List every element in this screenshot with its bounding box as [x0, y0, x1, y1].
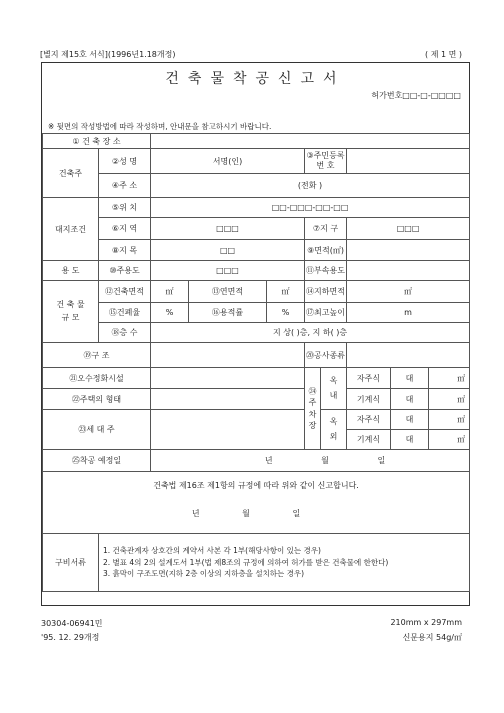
land-category-row [43, 240, 470, 261]
coverage-label: ⑮건폐율 [99, 303, 151, 323]
land-area-label: ⑨면적(㎡) [305, 240, 347, 261]
main-use-label: ⑩주용도 [99, 261, 151, 281]
declaration-form [41, 62, 470, 606]
sub-use-label: ⑪부속용도 [305, 261, 347, 281]
use-row [43, 261, 470, 281]
site-field[interactable] [151, 134, 470, 149]
parking-label: 주차장 [308, 398, 317, 430]
declaration-date[interactable] [43, 508, 469, 519]
form-title: 건축물착공신고서 [165, 71, 346, 87]
instruction-notice: ※ 뒷면의 작성방법에 따라 작성하며, 안내문을 참고하시기 바랍니다. [48, 122, 272, 131]
start-day: 일 [377, 456, 386, 465]
location-row [43, 198, 470, 218]
start-date-label: ㉕착공 예정일 [43, 450, 151, 472]
structure-field[interactable] [151, 343, 305, 368]
work-type-label: ⑳공사종류 [305, 343, 347, 368]
address-label: ④주 소 [99, 174, 151, 198]
start-date-row [43, 450, 470, 472]
zone-label: ⑥지 역 [99, 218, 151, 240]
decl-day: 일 [292, 509, 301, 518]
document-item-1: 1. 건축관계자 상호간의 계약서 사본 각 1부(해당사항이 있는 경우) [103, 546, 321, 556]
zone-row [43, 218, 470, 240]
district-label: ⑦지 구 [305, 218, 347, 240]
outdoor-self-unit: 대 [391, 410, 429, 430]
main-use-field[interactable]: □□□ [151, 261, 305, 281]
land-area-field[interactable] [347, 240, 470, 261]
resident-number-label-line2: 번 호 [316, 161, 335, 170]
permit-number: 허가번호□□-□-□□□□ [371, 91, 461, 100]
use-group-label: 용 도 [43, 261, 99, 281]
indoor-self-label: 자주식 [347, 368, 391, 389]
sub-use-field[interactable] [347, 261, 470, 281]
indoor-mech-label: 기계식 [347, 389, 391, 410]
indoor-mech-field[interactable]: ㎡ [429, 389, 470, 410]
indoor-self-field[interactable]: ㎡ [429, 368, 470, 389]
indoor-self-unit: 대 [391, 368, 429, 389]
declaration-cell [43, 472, 470, 534]
declaration-text: 건축법 제16조 제1항의 규정에 따라 위와 같이 신고합니다. [153, 481, 359, 490]
declaration-row [43, 472, 470, 534]
form-code: 30304-06941민 [41, 619, 103, 628]
outdoor-mech-unit: 대 [391, 430, 429, 450]
floors-field[interactable]: 지 상( )층, 지 하( )층 [151, 323, 470, 343]
building-area-label: ⑫건축면적 [99, 281, 151, 303]
documents-row [43, 534, 470, 592]
far-label: ⑯용적률 [189, 303, 267, 323]
households-label: ㉓세 대 주 [43, 410, 151, 450]
paper-size: 210mm x 297mm [390, 618, 462, 627]
housing-field[interactable] [151, 389, 305, 410]
outdoor-label-text: 옥외 [329, 417, 338, 441]
basement-area-label: ⑭지하면적 [305, 281, 347, 303]
housing-row [43, 389, 470, 410]
households-row-top [43, 410, 470, 430]
indoor-label [321, 368, 347, 410]
outdoor-mech-field[interactable]: ㎡ [429, 430, 470, 450]
documents-list [99, 534, 470, 592]
total-area-field[interactable]: ㎡ [267, 281, 305, 303]
floors-row [43, 323, 470, 343]
housing-label: ㉒주택의 형태 [43, 389, 151, 410]
document-item-2: 2. 별표 4의 2의 설계도서 1부(법 제8조의 규정에 의하여 허가를 받은 건축물에 한한다) [103, 557, 389, 567]
land-group-label: 대지조건 [43, 198, 99, 261]
sewage-field[interactable] [151, 368, 305, 389]
document-item-3: 3. 흙막이 구조도면(지하 2층 이상의 지하층을 설치하는 경우) [103, 569, 305, 579]
far-field[interactable]: % [267, 303, 305, 323]
page-label: ( 제 1 면 ) [425, 50, 462, 59]
location-field[interactable]: □□-□□□-□□-□□ [151, 198, 470, 218]
building-area-row [43, 281, 470, 303]
parking-number: ㉔ [308, 387, 317, 397]
name-field[interactable]: 서명(인) [151, 149, 305, 174]
start-date-field[interactable] [151, 450, 470, 472]
coverage-row [43, 303, 470, 323]
start-year: 년 [264, 456, 273, 465]
form-table [42, 133, 470, 592]
start-month: 월 [321, 456, 329, 465]
outdoor-mech-label: 기계식 [347, 430, 391, 450]
coverage-field[interactable]: % [151, 303, 189, 323]
total-area-label: ⑬연면적 [189, 281, 267, 303]
height-field[interactable]: m [347, 303, 470, 323]
parking-group-label [305, 368, 321, 450]
zone-field[interactable]: □□□ [151, 218, 305, 240]
indoor-label-text: 옥내 [329, 376, 338, 400]
sewage-label: ㉑오수정화시설 [43, 368, 151, 389]
outdoor-self-field[interactable]: ㎡ [429, 410, 470, 430]
households-field[interactable] [151, 410, 305, 450]
decl-year: 년 [191, 509, 200, 518]
owner-name-row [43, 149, 470, 174]
name-label: ②성 명 [99, 149, 151, 174]
structure-label: ⑲구 조 [43, 343, 151, 368]
outdoor-self-label: 자주식 [347, 410, 391, 430]
scale-group-label [43, 281, 99, 343]
land-category-label: ⑧지 목 [99, 240, 151, 261]
district-field[interactable]: □□□ [347, 218, 470, 240]
sewage-row [43, 368, 470, 389]
scale-group-label-line1: 건 축 물 [56, 299, 85, 309]
address-field[interactable]: (전화 ) [151, 174, 470, 198]
floors-label: ⑱층 수 [99, 323, 151, 343]
land-category-field[interactable]: □□ [151, 240, 305, 261]
site-row [43, 134, 470, 149]
paper-type: 신문용지 54g/㎡ [402, 633, 462, 642]
revision-date: '95. 12. 29개정 [41, 633, 100, 642]
location-label: ⑤위 치 [99, 198, 151, 218]
resident-number-field[interactable] [347, 149, 470, 174]
resident-number-label-line1: ③주민등록 [306, 151, 345, 160]
owner-group-label: 건축주 [43, 149, 99, 198]
documents-label: 구비서류 [43, 534, 99, 592]
resident-number-label [305, 149, 347, 174]
decl-month: 월 [242, 509, 250, 518]
basement-area-field[interactable]: ㎡ [347, 281, 470, 303]
work-type-field[interactable] [347, 343, 470, 368]
site-label: ① 건 축 장 소 [43, 134, 151, 149]
scale-group-label-line2: 규 모 [61, 312, 80, 322]
indoor-mech-unit: 대 [391, 389, 429, 410]
building-area-field[interactable]: ㎡ [151, 281, 189, 303]
outdoor-label [321, 410, 347, 450]
height-label: ⑰최고높이 [305, 303, 347, 323]
form-reference: [별지 제15호 서식](1996년1.18개정) [40, 50, 176, 59]
owner-address-row [43, 174, 470, 198]
structure-row [43, 343, 470, 368]
